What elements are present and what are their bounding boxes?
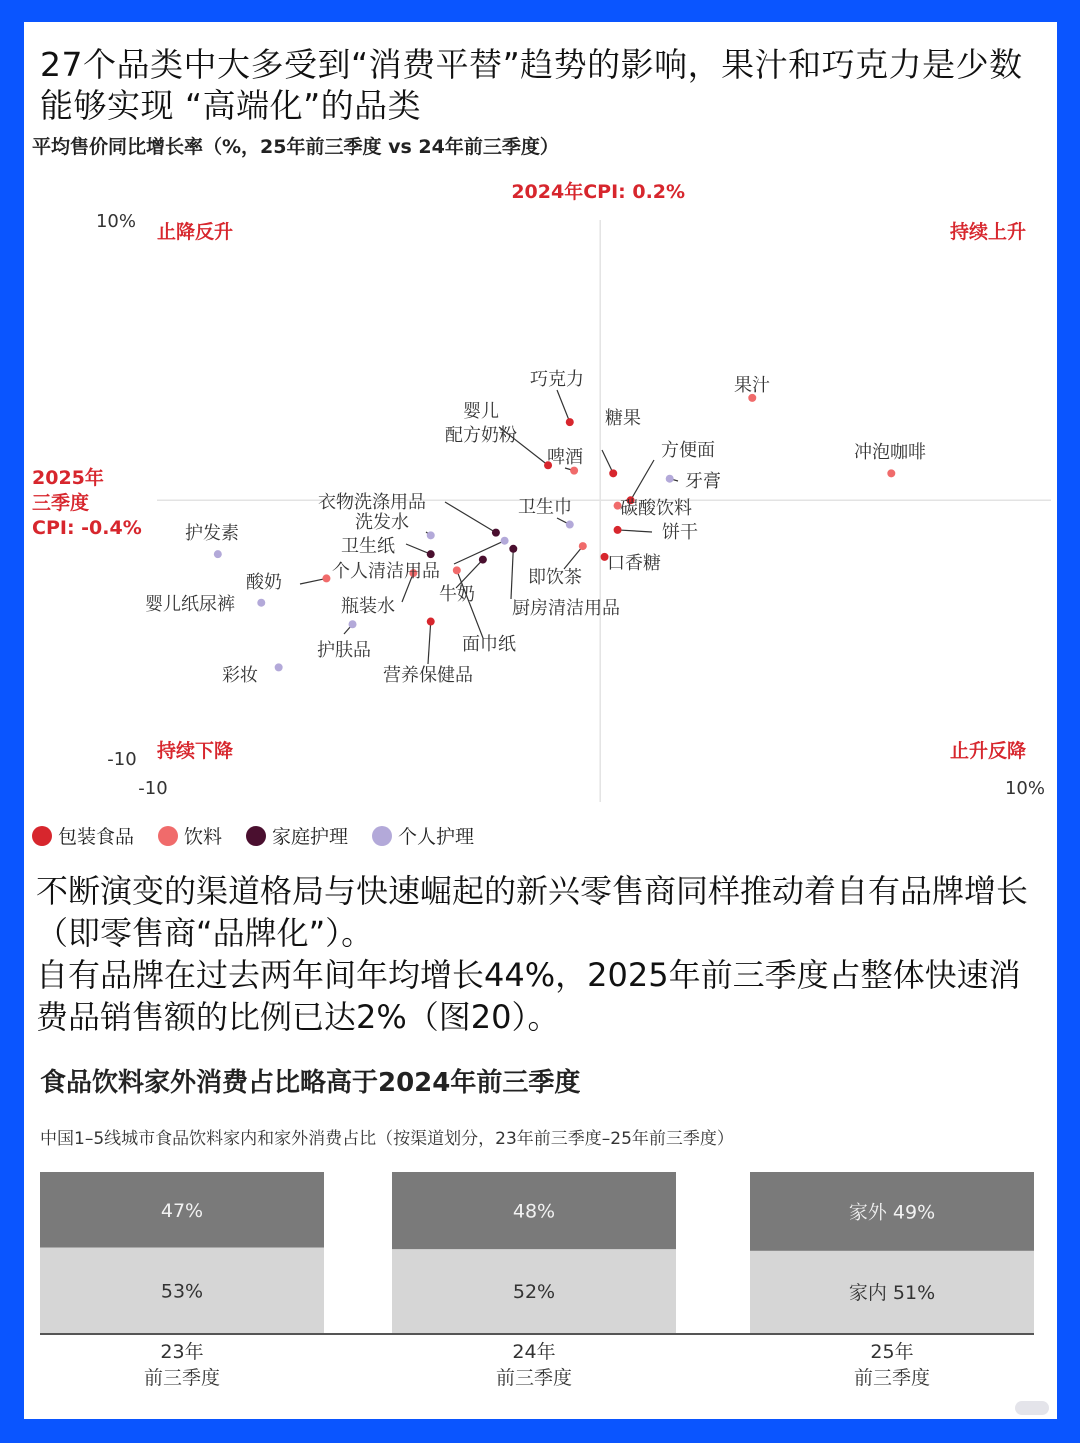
point-label: 个人清洁用品 (332, 561, 440, 582)
scatter-subtitle: 平均售价同比增长率（%，25年前三季度 vs 24年前三季度） (32, 136, 559, 158)
point-label: 护发素 (185, 523, 239, 544)
y-min-label: -10 (107, 749, 137, 770)
bar-label-at-home: 52% (512, 1281, 556, 1304)
point-label: 衣物洗涤用品 (318, 492, 426, 513)
body-paragraph: 自有品牌在过去两年间年均增长44%，2025年前三季度占整体快速消费品销售额的比例已达2%（图20）。 (36, 956, 1021, 1036)
point-label: 面巾纸 (462, 634, 516, 655)
headline: 27个品类中大多受到“消费平替”趋势的影响，果汁和巧克力是少数能够实现 “高端化”的品类 (40, 45, 1023, 125)
y-max-label: 10% (95, 211, 137, 232)
point-label: 饼干 (662, 522, 698, 543)
bar-label-at-home: 家内 51% (848, 1281, 936, 1304)
point-label: 方便面 (661, 440, 715, 461)
point-label: 卫生巾 (518, 497, 572, 518)
cpi-2025-label: 三季度 (32, 492, 90, 514)
point-label: 厨房清洁用品 (512, 598, 620, 619)
legend-label: 家庭护理 (272, 826, 349, 848)
point-label: 糖果 (605, 408, 641, 429)
point-label: 婴儿 (463, 401, 499, 422)
stacked-bar-chart (24, 22, 1057, 1419)
point-label: 巧克力 (530, 369, 584, 390)
body-paragraph: 不断演变的渠道格局与快速崛起的新兴零售商同样推动着自有品牌增长（即零售商“品牌化”）。 (36, 872, 1029, 952)
point-label: 冲泡咖啡 (854, 442, 926, 463)
point-label: 即饮茶 (528, 567, 582, 588)
category-label: 25年 (870, 1341, 914, 1363)
bar-label-at-home: 53% (160, 1280, 204, 1303)
cpi-2024-label: 2024年CPI: 0.2% (511, 181, 686, 203)
bar-chart-title: 食品饮料家外消费占比略高于2024年前三季度 (40, 1068, 581, 1098)
quadrant-top-left: 止降反升 (157, 221, 234, 243)
legend-label: 包装食品 (58, 826, 135, 848)
point-label: 护肤品 (317, 640, 371, 661)
point-label: 彩妆 (222, 665, 258, 686)
x-min-label: -10 (138, 778, 168, 799)
bar-label-out-of-home: 家外 49% (848, 1201, 936, 1224)
x-max-label: 10% (1004, 778, 1046, 799)
watermark-badge (1015, 1401, 1049, 1415)
point-label: 营养保健品 (383, 665, 473, 686)
bar-label-out-of-home: 48% (512, 1200, 556, 1223)
legend-label: 个人护理 (398, 826, 475, 848)
point-label: 配方奶粉 (445, 425, 517, 446)
point-label: 酸奶 (246, 572, 282, 593)
point-label: 婴儿纸尿裤 (145, 594, 235, 615)
point-label: 口香糖 (607, 553, 661, 574)
cpi-2025-label: CPI: -0.4% (32, 517, 142, 539)
point-label: 牙膏 (685, 471, 721, 492)
category-label: 前三季度 (853, 1367, 931, 1389)
point-label: 洗发水 (355, 512, 409, 533)
point-label: 卫生纸 (341, 536, 395, 557)
category-label: 前三季度 (143, 1367, 221, 1389)
content-card (24, 22, 1057, 1419)
quadrant-bottom-left: 持续下降 (157, 740, 234, 762)
bar-label-out-of-home: 47% (160, 1199, 204, 1222)
point-label: 啤酒 (547, 447, 583, 468)
category-label: 23年 (160, 1341, 204, 1363)
point-label: 果汁 (734, 375, 770, 396)
cpi-2025-label: 2025年 (32, 467, 104, 489)
category-label: 24年 (512, 1341, 556, 1363)
quadrant-top-right: 持续上升 (949, 221, 1026, 243)
point-label: 瓶装水 (341, 596, 395, 617)
quadrant-bottom-right: 止升反降 (949, 740, 1026, 762)
point-label: 碳酸饮料 (620, 498, 692, 519)
bar-chart-subtitle: 中国1–5线城市食品饮料家内和家外消费占比（按渠道划分，23年前三季度–25年前三季度） (40, 1129, 734, 1149)
legend-label: 饮料 (184, 826, 223, 848)
point-label: 牛奶 (439, 584, 475, 605)
category-label: 前三季度 (495, 1367, 573, 1389)
